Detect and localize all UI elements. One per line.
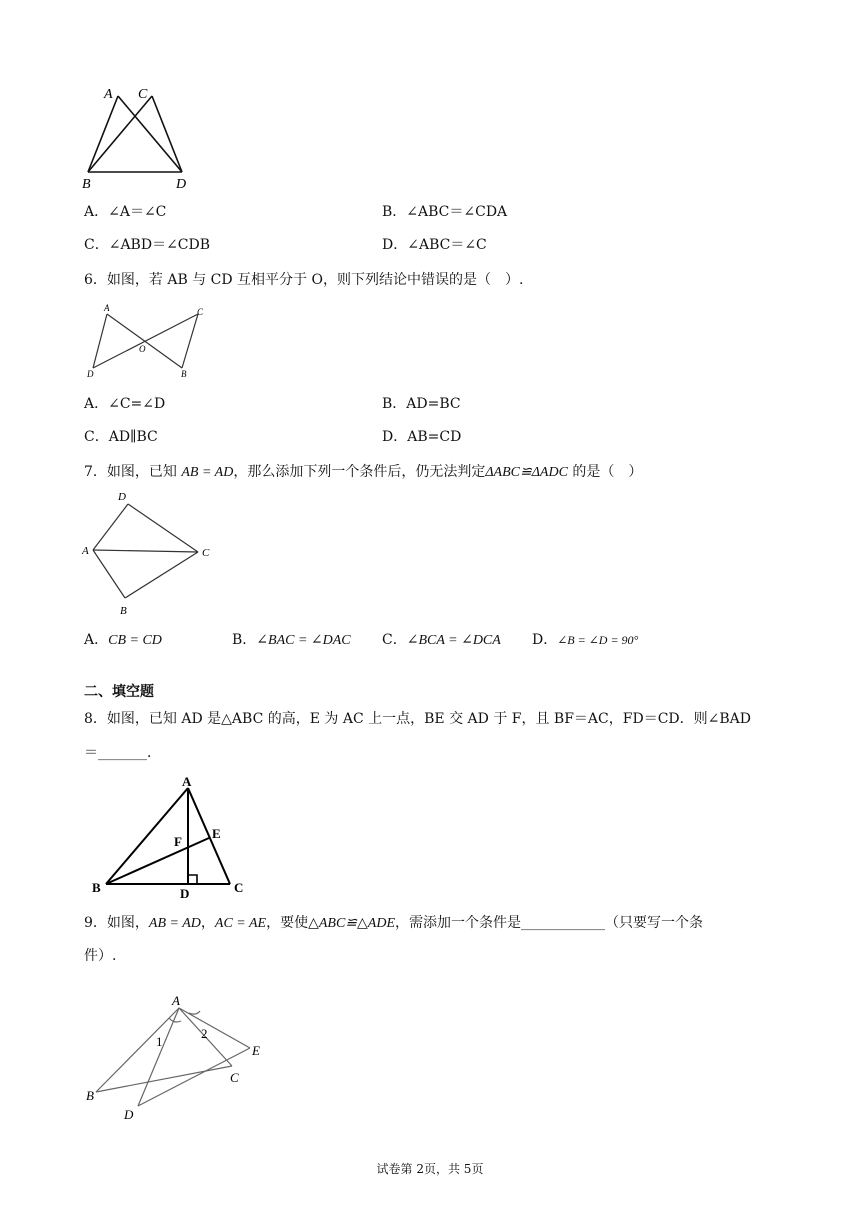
q7-option-a-prefix: A．: [84, 632, 109, 648]
q6-figure: [80, 300, 220, 384]
q7-option-a-math: CB = CD: [108, 633, 162, 648]
q7-option-d: [532, 631, 638, 649]
q7-option-c-math: ∠BCA = ∠DCA: [406, 633, 501, 648]
q8-label-b: B: [92, 880, 101, 895]
q8-label-d: D: [180, 886, 190, 900]
q8-label-a: A: [182, 774, 192, 789]
q7-label-c: C: [202, 547, 210, 559]
q9-stem-line1: [84, 914, 703, 933]
q7-option-a: [84, 631, 162, 650]
q9-label-e: E: [252, 1043, 260, 1058]
q6-label-d: D: [87, 369, 94, 379]
q7-option-d-prefix: D．: [532, 632, 558, 648]
q8-label-e: E: [212, 826, 221, 841]
q9-label-d: D: [124, 1107, 134, 1122]
q6-label-c: C: [197, 307, 204, 317]
q7-option-b: [232, 631, 351, 650]
q7-option-d-math: ∠B = ∠D = 90°: [557, 633, 639, 647]
q6-label-a: A: [104, 303, 110, 313]
q9-suffix: ，需添加一个条件是____________（只要写一个条: [395, 915, 703, 931]
q8-stem-line1: 8．如图，已知 AD 是△ABC 的高，E 为 AC 上一点，BE 交 AD 于 F，且 BF＝AC，FD＝CD．则∠BAD: [84, 711, 751, 727]
q7-stem: [84, 463, 642, 482]
q9-figure: [80, 988, 280, 1124]
q5-label-c: C: [138, 87, 148, 102]
q9-label-b: B: [86, 1088, 94, 1103]
q5-option-d: D．∠ABC＝∠C: [382, 237, 487, 253]
page-footer: 试卷第 2页，共 5页: [376, 1162, 484, 1176]
q7-option-b-prefix: B．: [232, 632, 257, 648]
q7-figure: [78, 488, 228, 622]
q6-option-b: B．AD=BC: [382, 396, 461, 412]
q7-option-c-prefix: C．: [382, 632, 407, 648]
q9-label-c: C: [230, 1070, 239, 1085]
q9-label-1: 1: [156, 1034, 163, 1049]
q6-option-a: A．∠C=∠D: [84, 396, 166, 412]
q9-mid: ，要使: [266, 915, 309, 931]
q6-option-c: C．AD∥BC: [84, 429, 158, 445]
q9-label-2: 2: [201, 1026, 208, 1041]
q7-option-b-math: ∠BAC = ∠DAC: [256, 633, 351, 648]
q7-stem-math2: ΔABC≌ΔADC: [485, 465, 568, 480]
q7-stem-math1: AB = AD: [181, 465, 234, 480]
q5-option-b: B．∠ABC＝∠CDA: [382, 204, 508, 220]
q8-figure: [86, 774, 256, 900]
q9-prefix: 9．如图，: [84, 915, 149, 931]
q8-label-f: F: [174, 834, 182, 849]
q7-label-a: A: [82, 545, 89, 557]
q5-label-b: B: [82, 177, 91, 192]
q7-stem-prefix: 7．如图，已知: [84, 464, 182, 480]
q7-label-b: B: [120, 605, 127, 617]
q7-label-d: D: [118, 491, 126, 503]
q9-stem-line2: 件）.: [84, 948, 117, 964]
q6-label-o: O: [139, 344, 146, 354]
q6-option-d: D．AB=CD: [382, 429, 462, 445]
q5-option-c: C．∠ABD＝∠CDB: [84, 237, 211, 253]
q7-option-c: [382, 631, 501, 650]
q8-label-c: C: [234, 880, 244, 895]
q5-label-d: D: [176, 177, 187, 192]
q9-math2: AC = AE: [214, 916, 267, 931]
q7-stem-middle: ，那么添加下列一个条件后，仍无法判定: [233, 464, 486, 480]
q6-label-b: B: [181, 369, 187, 379]
q9-label-a: A: [172, 993, 180, 1008]
q9-math1: AB = AD: [148, 916, 201, 931]
q8-stem-line2: ＝_______．: [84, 745, 161, 761]
q5-figure: [78, 84, 198, 194]
q9-sep1: ，: [200, 915, 215, 931]
section-2-title: 二、填空题: [84, 684, 154, 700]
q9-math3: △ABC≌△ADE: [308, 916, 395, 931]
q7-stem-suffix: 的是（ ）: [567, 464, 643, 480]
q5-label-a: A: [104, 87, 113, 102]
q6-stem: 6．如图，若 AB 与 CD 互相平分于 O，则下列结论中错误的是（ ）.: [84, 272, 524, 288]
q5-option-a: A．∠A＝∠C: [84, 204, 167, 220]
